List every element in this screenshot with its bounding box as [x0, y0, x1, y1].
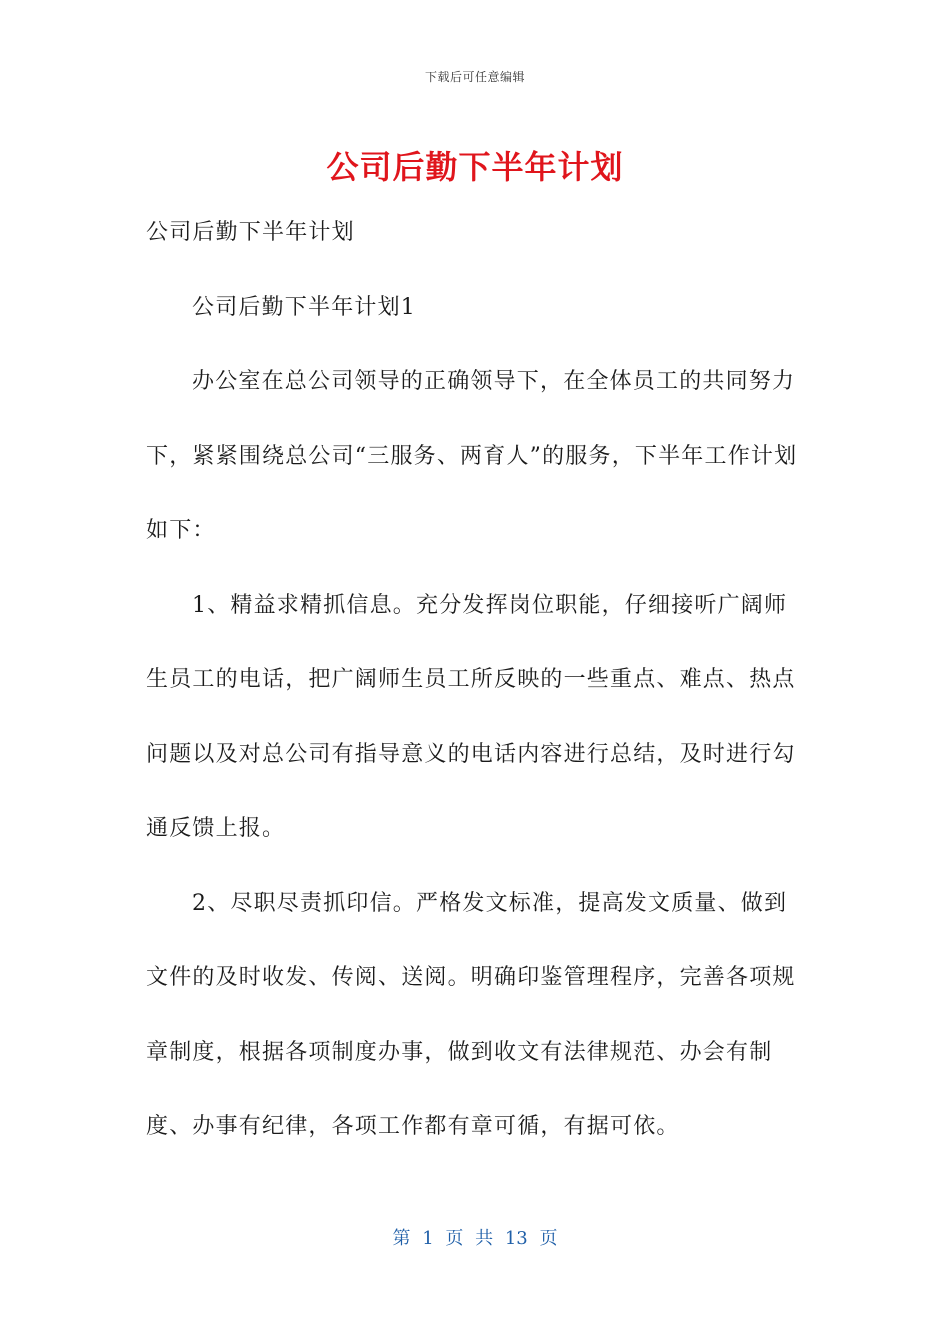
header-note: 下载后可任意编辑 [424, 70, 525, 84]
document-body [146, 196, 806, 1165]
page-number: 第 1 页 共 13 页 [392, 1228, 558, 1249]
paragraph-item-1: 1、精益求精抓信息。充分发挥岗位职能，仔细接听广阔师生员工的电话，把广阔师生员工所反映的一些重点、难点、热点问题以及对总公司有指导意义的电话内容进行总结，及时进行勾通反馈上报。 [146, 592, 796, 841]
paragraph-item-2: 2、尽职尽责抓印信。严格发文标准，提高发文质量、做到文件的及时收发、传阅、送阅。明确印鉴管理程序，完善各项规章制度，根据各项制度办事，做到收文有法律规范、办会有制度、办事有纪律，各项工作都有章可循，有据可依。 [146, 890, 796, 1139]
document-title: 公司后勤下半年计划 [326, 148, 624, 186]
paragraph-intro: 办公室在总公司领导的正确领导下，在全体员工的共同努力下，紧紧围绕总公司“三服务、两育人”的服务，下半年工作计划如下： [146, 369, 798, 543]
document-subtitle: 公司后勤下半年计划 [146, 220, 355, 245]
section-heading: 公司后勤下半年计划1 [192, 294, 416, 320]
